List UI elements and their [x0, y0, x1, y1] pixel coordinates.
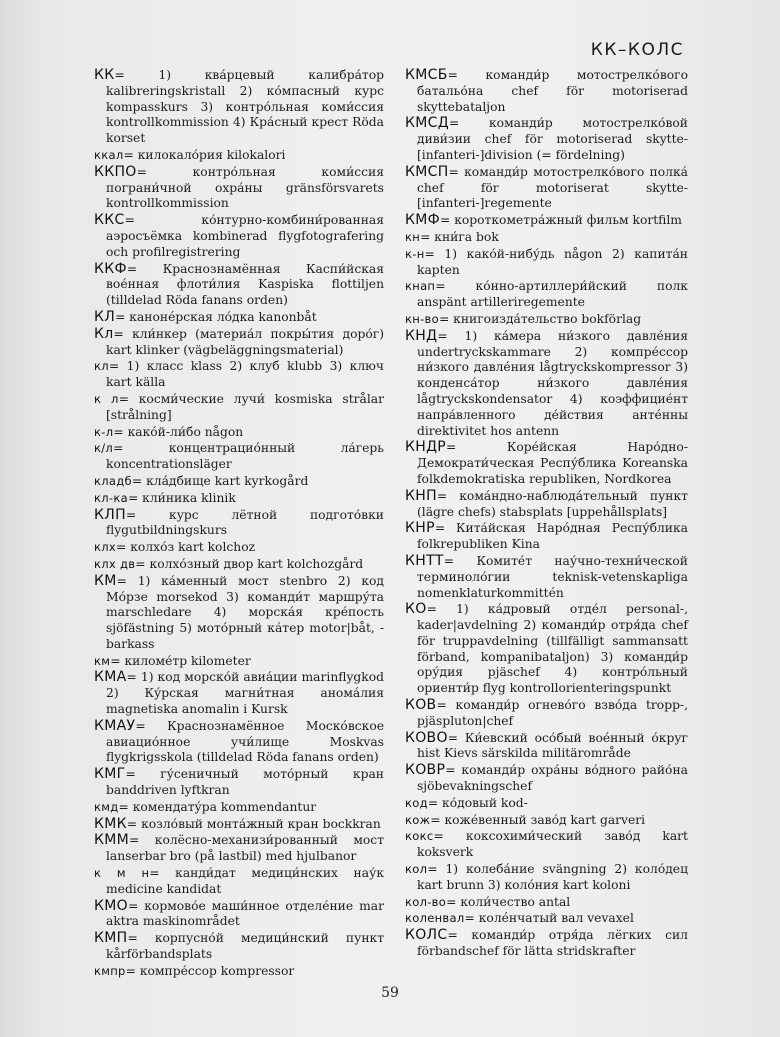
definition: = команди́р огнево́го взво́да tropp-, pjäspluton|chef — [417, 698, 688, 728]
dictionary-entry — [94, 574, 384, 653]
page-number: 59 — [381, 985, 399, 1001]
running-head: КК–КОЛС — [590, 40, 684, 60]
definition: = косми́ческие лучи́ kosmiska strålar [strålning] — [106, 391, 384, 422]
definition: = команди́р мотострелко́вого полка́ chef för motoriserat skytte- [infanteri-]regemente — [417, 164, 688, 211]
dictionary-entry — [405, 521, 688, 553]
dictionary-entry — [405, 731, 688, 763]
definition: = како́й-ли́бо någon — [113, 424, 244, 439]
dictionary-entry — [94, 148, 384, 164]
definition: = 1) ква́рцевый калибра́тор kalibreringskristall 2) ко́мпасный курс kompasskurs 3) контро́льная коми́ссия kontrollkommission 4) Кра́сный крест Röda korset — [106, 68, 384, 146]
headword: КМП — [94, 930, 128, 947]
dictionary-entry — [94, 68, 384, 147]
definition: = козло́вый монта́жный кран bockkran — [126, 816, 381, 831]
headword: ККС — [94, 212, 125, 229]
definition: = Ки́евский осо́бый вое́нный о́круг hist Kievs särskilda militärområde — [417, 730, 688, 761]
left-column — [94, 68, 384, 981]
definition: = команди́р отря́да лёгких сил förbandschef för lätta stridskrafter — [417, 928, 688, 959]
dictionary-entry — [405, 554, 688, 601]
definition: = Комите́т нау́чно-техни́ческой терминоло́гии teknisk-vetenskapliga nomenklaturkommittén — [417, 553, 688, 600]
definition: = ко́нно-артиллери́йский полк anspänt artilleriregemente — [417, 279, 688, 310]
headword: КМА — [94, 669, 127, 686]
headword: КНП — [405, 487, 437, 504]
dictionary-entry — [94, 540, 384, 556]
dictionary-entry — [405, 862, 688, 894]
headword: КМФ — [405, 212, 440, 229]
dictionary-entry — [94, 833, 384, 865]
headword: кмд — [94, 799, 119, 814]
definition: = 1) колеба́ние svängning 2) коло́дец kart brunn 3) коло́ния kart koloni — [417, 862, 688, 892]
definition: = компре́ссор kompressor — [125, 963, 295, 978]
dictionary-entry — [94, 670, 384, 717]
definition: = 1) код морско́й авиа́ции marinflygkod 2) Ку́рская магни́тная анома́лия magnetiska anomalin i Kursk — [106, 670, 384, 717]
headword: кл-ка — [94, 490, 128, 505]
definition: = 1) ка́менный мост stenbro 2) код Мо́рзе morsekod 3) команди́т маршру́та marschledare 4) морска́я кре́пость sjöfästning 5) мото́рный ка́тер motor|båt, -barkass — [106, 573, 384, 651]
headword: км — [94, 653, 111, 668]
headword: клх — [94, 540, 117, 555]
dictionary-entry — [94, 262, 384, 309]
headword: кнап — [405, 279, 436, 294]
headword: КОВО — [405, 729, 448, 746]
dictionary-entry — [94, 899, 384, 931]
right-column — [405, 68, 688, 961]
headword: коленвал — [405, 911, 465, 926]
headword: КОЛС — [405, 927, 448, 944]
dictionary-entry — [405, 116, 688, 163]
definition: = корпусно́й медици́нский пункт kårförbandsplats — [106, 931, 384, 962]
definition: = колхо́з kart kolchoz — [116, 540, 256, 555]
definition: = комендату́ра kommendantur — [118, 799, 317, 814]
dictionary-entry — [94, 165, 384, 212]
headword: КНДР — [405, 439, 447, 456]
definition: = кла́дбище kart kyrkogård — [131, 473, 309, 488]
headword: КМСД — [405, 115, 449, 132]
dictionary-entry — [94, 441, 384, 473]
headword: КНД — [405, 327, 438, 344]
headword: кокс — [405, 829, 434, 844]
dictionary-entry — [405, 698, 688, 730]
definition: = канонéрская ло́дка kanonbåt — [115, 309, 317, 324]
dictionary-entry — [405, 763, 688, 795]
headword: кмпр — [94, 963, 126, 978]
headword: КММ — [94, 832, 129, 849]
headword: КМАУ — [94, 717, 136, 734]
definition: = короткометра́жный фильм kortfilm — [439, 213, 682, 228]
dictionary-entry — [94, 767, 384, 799]
dictionary-entry — [405, 329, 688, 440]
definition: = кли́нкер (материа́л покры́тия доро́г) kart klinker (vägbeläggningsmaterial) — [106, 326, 384, 357]
headword: клх дв — [94, 556, 136, 571]
dictionary-entry — [405, 440, 688, 487]
dictionary-entry — [405, 213, 688, 229]
definition: = колхо́зный двор kart kolchozgård — [135, 556, 364, 571]
definition: = ко́нтурно-комбини́рованная аэросъёмка kombinerad flygfotografering och profilregistrering — [106, 213, 384, 259]
definition: = команди́р мотострелко́вой диви́зии chef för motoriserad skytte- [infanteri-]division (= fördelning) — [417, 116, 688, 162]
headword: КМО — [94, 897, 128, 914]
headword: КМГ — [94, 766, 126, 783]
headword: к/л — [94, 441, 114, 456]
definition: = ко́довый kod- — [427, 795, 528, 810]
dictionary-entry — [94, 359, 384, 391]
headword: к-н — [405, 246, 425, 261]
dictionary-entry — [94, 654, 384, 670]
definition: = книгоизда́тельство bokförlag — [438, 311, 642, 326]
dictionary-entry — [405, 230, 688, 246]
dictionary-entry — [405, 489, 688, 521]
definition: = киломе́тр kilometer — [110, 653, 251, 668]
headword: кн — [405, 229, 421, 244]
definition: = Коре́йская Наро́дно-Демократи́ческая Респу́блика Koreanska folkdemokratiska republiken, Nordkorea — [417, 440, 688, 486]
headword: КМ — [94, 572, 117, 589]
dictionary-entry — [94, 392, 384, 424]
dictionary-entry — [94, 931, 384, 963]
headword: КЛП — [94, 506, 126, 523]
headword: кн-во — [405, 311, 439, 326]
definition: = 1) класс klass 2) клуб klubb 3) ключ kart källa — [106, 359, 384, 390]
headword: КМСП — [405, 163, 449, 180]
dictionary-entry — [405, 68, 688, 115]
dictionary-entry — [405, 911, 688, 927]
definition: = кни́га bok — [420, 229, 499, 244]
dictionary-entry — [94, 719, 384, 766]
dictionary-entry — [94, 800, 384, 816]
definition: = коже́венный заво́д kart garveri — [430, 812, 646, 827]
dictionary-entry — [94, 310, 384, 326]
headword: КО — [405, 601, 427, 618]
headword: ккал — [94, 147, 124, 162]
headword: ККПО — [94, 163, 137, 180]
definition: = кома́ндно-наблюда́тельный пункт (lägre chefs) stabsplats [uppehållsplats] — [417, 488, 688, 519]
headword: КОВР — [405, 762, 446, 779]
headword: ККФ — [94, 260, 127, 277]
headword: КОВ — [405, 697, 437, 714]
definition: = колёсно-механизи́рованный мост lanserbar bro (på lastbil) med hjulbanor — [106, 833, 384, 864]
dictionary-entry — [405, 796, 688, 812]
definition: = кормово́е маши́нное отделе́ние mar aktra maskinområdet — [106, 898, 384, 929]
dictionary-entry — [94, 327, 384, 359]
dictionary-entry — [94, 964, 384, 980]
definition: = курс лётной подгото́вки flygutbildningskurs — [106, 507, 384, 538]
dictionary-entry — [405, 829, 688, 861]
headword: код — [405, 795, 428, 810]
headword: к-л — [94, 424, 114, 439]
dictionary-entry — [405, 813, 688, 829]
headword: к л — [94, 391, 119, 406]
headword: Кл — [94, 325, 114, 342]
definition: = команди́р мотострелко́вого батальо́на chef för motoriserad skyttebataljon — [417, 68, 688, 114]
dictionary-entry — [405, 928, 688, 960]
definition: = коксохими́ческий заво́д kart koksverk — [417, 829, 688, 860]
definition: = коли́чество antal — [446, 894, 571, 909]
headword: КНТТ — [405, 552, 444, 569]
headword: КЛ — [94, 308, 116, 325]
definition: = 1) ка́мера ни́зкого давле́ния undertryckskammare 2) компре́ссор ни́зкого давле́ния lågtryckskompressor 3) конденса́тор ни́зкого давле́ния lågtryckskondensator 4) коэффицие́нт напра́вленного де́йствия анте́нны direktivitet hos antenn — [417, 328, 688, 438]
headword: к м н — [94, 866, 150, 881]
definition: = колéнчатый вал vevaxel — [464, 911, 634, 926]
definition: = гу́сеничный мото́рный кран banddriven lyftkran — [106, 767, 384, 798]
definition: = контро́льная коми́ссия пограни́чной охра́ны gränsförsvarets kontrollkommission — [106, 164, 384, 211]
definition: = Краснознамённое Моско́вское авиацио́нное учи́лище Moskvas flygkrigsskola (tilldelad Röda fanans orden) — [106, 718, 384, 765]
headword: кол-во — [405, 894, 447, 909]
dictionary-entry — [405, 312, 688, 328]
dictionary-entry — [405, 602, 688, 697]
definition: = килокало́рия kilokalori — [123, 147, 286, 162]
dictionary-entry — [94, 491, 384, 507]
headword: кол — [405, 862, 428, 877]
headword: КК — [94, 67, 115, 83]
definition: = команди́р охра́ны во́дного райо́на sjöbevakningschef — [417, 763, 688, 794]
dictionary-entry — [94, 213, 384, 260]
dictionary-entry — [94, 557, 384, 573]
definition: = кли́ника klinik — [127, 490, 236, 505]
headword: кож — [405, 812, 431, 827]
definition: = Краснознамённая Каспи́йская вое́нная флоти́лия Kaspiska flottiljen (tilldelad Röda fanans orden) — [106, 261, 384, 308]
headword: КМСБ — [405, 67, 448, 83]
dictionary-entry — [405, 247, 688, 279]
dictionary-entry — [94, 866, 384, 898]
definition: = канди́дат медици́нских нау́к medicine kandidat — [106, 866, 385, 896]
dictionary-entry — [405, 165, 688, 212]
dictionary-entry — [94, 817, 384, 833]
dictionary-entry — [94, 474, 384, 490]
dictionary-entry — [94, 425, 384, 441]
headword: КМК — [94, 815, 127, 832]
definition: = 1) ка́дровый отде́л personal-, kader|avdelning 2) команди́р отря́да chef för truppavdelning (tillfälligt sammansatt förband, kompanibataljon) 3) команди́р ору́дия pjäschef 4) контро́льный ориенти́р flyg kontrollorienteringspunkt — [417, 602, 688, 696]
definition: = 1) како́й-нибу́дь någon 2) капита́н kapten — [417, 246, 688, 277]
dictionary-entry — [94, 508, 384, 540]
headword: КНР — [405, 520, 435, 537]
definition: = Кита́йская Наро́дная Респу́блика folkrepubliken Kina — [417, 521, 688, 552]
dictionary-entry — [405, 895, 688, 911]
definition: = концентрацио́нный ла́герь koncentrationsläger — [106, 441, 384, 472]
headword: кл — [94, 359, 109, 374]
dictionary-entry — [405, 279, 688, 311]
headword: кладб — [94, 473, 132, 488]
